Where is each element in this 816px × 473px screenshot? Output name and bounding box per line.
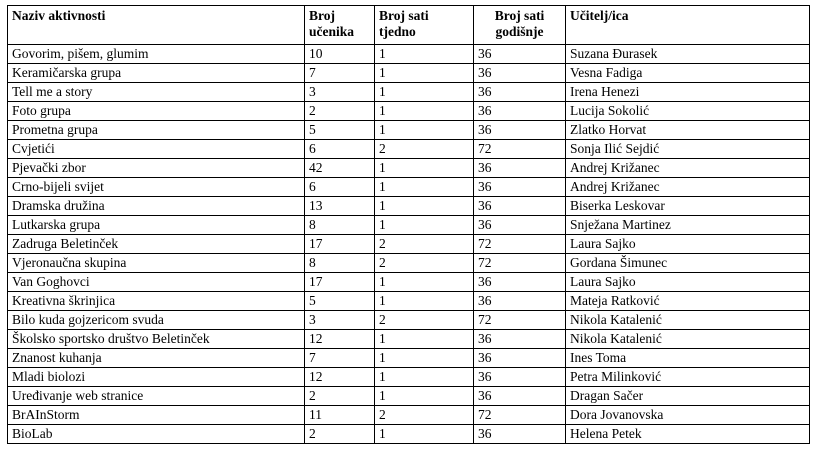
student-count-cell: 10 bbox=[305, 45, 375, 64]
hours-weekly-cell: 1 bbox=[375, 102, 474, 121]
hours-weekly-cell: 1 bbox=[375, 387, 474, 406]
activity-name-cell: Tell me a story bbox=[8, 83, 305, 102]
table-row bbox=[8, 330, 810, 349]
hours-weekly-cell: 1 bbox=[375, 273, 474, 292]
student-count-cell: 6 bbox=[305, 178, 375, 197]
teacher-cell: Mateja Ratković bbox=[566, 292, 810, 311]
hours-weekly-cell: 2 bbox=[375, 254, 474, 273]
activity-name-cell: Crno-bijeli svijet bbox=[8, 178, 305, 197]
student-count-cell: 2 bbox=[305, 102, 375, 121]
hours-weekly-cell: 1 bbox=[375, 292, 474, 311]
hours-yearly-cell: 36 bbox=[474, 368, 566, 387]
teacher-cell: Nikola Katalenić bbox=[566, 330, 810, 349]
table-row bbox=[8, 387, 810, 406]
teacher-cell: Nikola Katalenić bbox=[566, 311, 810, 330]
table-row bbox=[8, 425, 810, 444]
teacher-cell: Andrej Križanec bbox=[566, 178, 810, 197]
table-row bbox=[8, 406, 810, 425]
table-row bbox=[8, 64, 810, 83]
student-count-cell: 6 bbox=[305, 140, 375, 159]
teacher-cell: Snježana Martinez bbox=[566, 216, 810, 235]
table-header bbox=[8, 6, 810, 45]
teacher-cell: Andrej Križanec bbox=[566, 159, 810, 178]
activity-name-cell: Bilo kuda gojzericom svuda bbox=[8, 311, 305, 330]
student-count-cell: 8 bbox=[305, 254, 375, 273]
table-row bbox=[8, 292, 810, 311]
hours-yearly-cell: 36 bbox=[474, 64, 566, 83]
teacher-cell: Gordana Šimunec bbox=[566, 254, 810, 273]
student-count-cell: 7 bbox=[305, 64, 375, 83]
student-count-cell: 12 bbox=[305, 330, 375, 349]
student-count-cell: 7 bbox=[305, 349, 375, 368]
activity-name-cell: Prometna grupa bbox=[8, 121, 305, 140]
hours-weekly-cell: 1 bbox=[375, 216, 474, 235]
hours-weekly-cell: 1 bbox=[375, 45, 474, 64]
hours-yearly-cell: 36 bbox=[474, 45, 566, 64]
student-count-cell: 5 bbox=[305, 121, 375, 140]
hours-yearly-cell: 36 bbox=[474, 159, 566, 178]
hours-yearly-cell: 36 bbox=[474, 330, 566, 349]
hours-yearly-cell: 36 bbox=[474, 197, 566, 216]
teacher-cell: Laura Sajko bbox=[566, 273, 810, 292]
student-count-cell: 17 bbox=[305, 273, 375, 292]
table-row bbox=[8, 197, 810, 216]
hours-weekly-cell: 1 bbox=[375, 159, 474, 178]
teacher-cell: Ines Toma bbox=[566, 349, 810, 368]
hours-yearly-cell: 72 bbox=[474, 235, 566, 254]
teacher-cell: Irena Henezi bbox=[566, 83, 810, 102]
student-count-cell: 2 bbox=[305, 425, 375, 444]
table-row bbox=[8, 159, 810, 178]
hours-weekly-cell: 1 bbox=[375, 83, 474, 102]
hours-yearly-cell: 36 bbox=[474, 216, 566, 235]
student-count-cell: 17 bbox=[305, 235, 375, 254]
activity-name-cell: Zadruga Beletinček bbox=[8, 235, 305, 254]
activity-name-cell: Pjevački zbor bbox=[8, 159, 305, 178]
student-count-cell: 12 bbox=[305, 368, 375, 387]
teacher-cell: Helena Petek bbox=[566, 425, 810, 444]
hours-yearly-cell: 36 bbox=[474, 292, 566, 311]
student-count-cell: 8 bbox=[305, 216, 375, 235]
table-row bbox=[8, 311, 810, 330]
student-count-cell: 3 bbox=[305, 83, 375, 102]
hours-yearly-cell: 36 bbox=[474, 178, 566, 197]
table-row bbox=[8, 216, 810, 235]
hours-yearly-cell: 36 bbox=[474, 102, 566, 121]
hours-yearly-cell: 72 bbox=[474, 406, 566, 425]
teacher-cell: Laura Sajko bbox=[566, 235, 810, 254]
table-row bbox=[8, 83, 810, 102]
activity-name-cell: BrAInStorm bbox=[8, 406, 305, 425]
table-row bbox=[8, 273, 810, 292]
activity-name-cell: Lutkarska grupa bbox=[8, 216, 305, 235]
table-body bbox=[8, 45, 810, 444]
hours-weekly-cell: 1 bbox=[375, 330, 474, 349]
student-count-cell: 42 bbox=[305, 159, 375, 178]
hours-weekly-cell: 1 bbox=[375, 349, 474, 368]
table-row bbox=[8, 349, 810, 368]
activities-table bbox=[7, 5, 810, 444]
hours-weekly-cell: 1 bbox=[375, 425, 474, 444]
table-row bbox=[8, 140, 810, 159]
hours-weekly-cell: 1 bbox=[375, 121, 474, 140]
hours-weekly-cell: 2 bbox=[375, 235, 474, 254]
activity-name-cell: Foto grupa bbox=[8, 102, 305, 121]
teacher-cell: Petra Milinković bbox=[566, 368, 810, 387]
activity-name-cell: Cvjetići bbox=[8, 140, 305, 159]
header-activity-name: Naziv aktivnosti bbox=[8, 6, 305, 45]
hours-weekly-cell: 1 bbox=[375, 64, 474, 83]
teacher-cell: Lucija Sokolić bbox=[566, 102, 810, 121]
header-row bbox=[8, 6, 810, 45]
header-student-count: Broj učenika bbox=[305, 6, 375, 45]
activity-name-cell: BioLab bbox=[8, 425, 305, 444]
teacher-cell: Suzana Đurasek bbox=[566, 45, 810, 64]
table-row bbox=[8, 102, 810, 121]
table-row bbox=[8, 254, 810, 273]
teacher-cell: Zlatko Horvat bbox=[566, 121, 810, 140]
activity-name-cell: Keramičarska grupa bbox=[8, 64, 305, 83]
hours-yearly-cell: 36 bbox=[474, 387, 566, 406]
student-count-cell: 2 bbox=[305, 387, 375, 406]
teacher-cell: Dragan Sačer bbox=[566, 387, 810, 406]
teacher-cell: Biserka Leskovar bbox=[566, 197, 810, 216]
hours-weekly-cell: 1 bbox=[375, 197, 474, 216]
table-row bbox=[8, 178, 810, 197]
hours-weekly-cell: 1 bbox=[375, 178, 474, 197]
activity-name-cell: Uređivanje web stranice bbox=[8, 387, 305, 406]
activity-name-cell: Govorim, pišem, glumim bbox=[8, 45, 305, 64]
hours-yearly-cell: 36 bbox=[474, 273, 566, 292]
header-teacher: Učitelj/ica bbox=[566, 6, 810, 45]
hours-yearly-cell: 72 bbox=[474, 140, 566, 159]
teacher-cell: Sonja Ilić Sejdić bbox=[566, 140, 810, 159]
activity-name-cell: Mladi biolozi bbox=[8, 368, 305, 387]
hours-weekly-cell: 1 bbox=[375, 368, 474, 387]
hours-yearly-cell: 36 bbox=[474, 83, 566, 102]
teacher-cell: Vesna Fadiga bbox=[566, 64, 810, 83]
hours-weekly-cell: 2 bbox=[375, 140, 474, 159]
activity-name-cell: Van Goghovci bbox=[8, 273, 305, 292]
activity-name-cell: Dramska družina bbox=[8, 197, 305, 216]
hours-yearly-cell: 36 bbox=[474, 425, 566, 444]
activity-name-cell: Znanost kuhanja bbox=[8, 349, 305, 368]
student-count-cell: 3 bbox=[305, 311, 375, 330]
activity-name-cell: Kreativna škrinjica bbox=[8, 292, 305, 311]
activity-name-cell: Vjeronaučna skupina bbox=[8, 254, 305, 273]
table-row bbox=[8, 235, 810, 254]
hours-yearly-cell: 72 bbox=[474, 311, 566, 330]
student-count-cell: 5 bbox=[305, 292, 375, 311]
table-row bbox=[8, 368, 810, 387]
hours-yearly-cell: 72 bbox=[474, 254, 566, 273]
student-count-cell: 11 bbox=[305, 406, 375, 425]
student-count-cell: 13 bbox=[305, 197, 375, 216]
hours-weekly-cell: 2 bbox=[375, 406, 474, 425]
header-hours-weekly: Broj sati tjedno bbox=[375, 6, 474, 45]
activity-name-cell: Školsko sportsko društvo Beletinček bbox=[8, 330, 305, 349]
table-row bbox=[8, 45, 810, 64]
hours-yearly-cell: 36 bbox=[474, 121, 566, 140]
teacher-cell: Dora Jovanovska bbox=[566, 406, 810, 425]
table-row bbox=[8, 121, 810, 140]
header-hours-yearly: Broj sati godišnje bbox=[474, 6, 566, 45]
hours-weekly-cell: 2 bbox=[375, 311, 474, 330]
hours-yearly-cell: 36 bbox=[474, 349, 566, 368]
